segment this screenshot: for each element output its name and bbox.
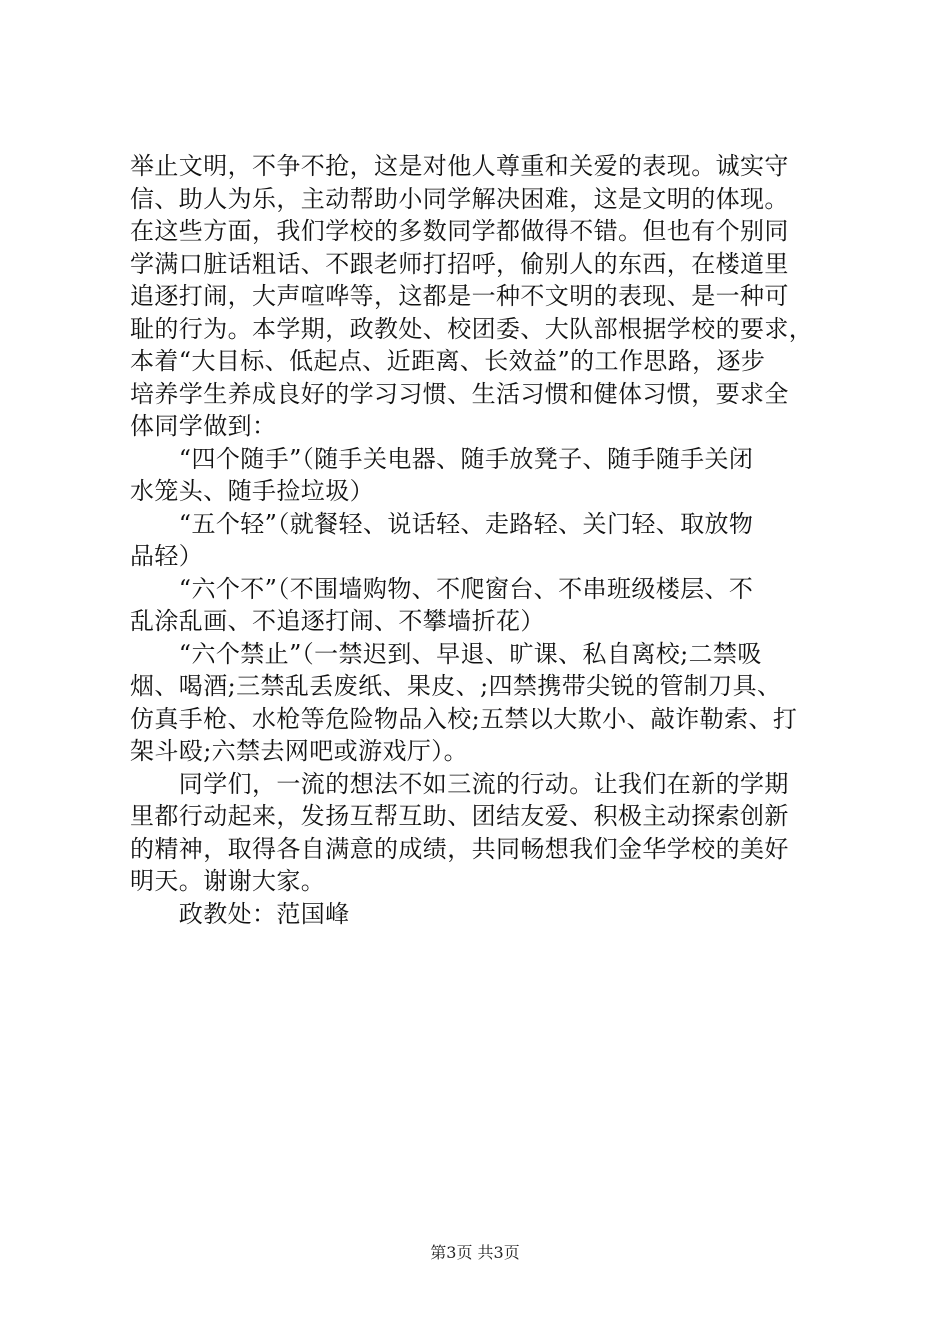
text-line: “六个不”（不围墙购物、不爬窗台、不串班级楼层、不	[130, 574, 754, 603]
page-number-footer: 第3页 共3页	[430, 1243, 520, 1262]
text-line: 品轻）	[130, 542, 204, 570]
text-line: 培养学生养成良好的学习习惯、生活习惯和健体习惯，要求全	[130, 379, 789, 408]
text-line: 体同学做到：	[130, 412, 277, 440]
text-line: 在这些方面，我们学校的多数同学都做得不错。但也有个别同	[130, 217, 789, 245]
text-line: 架斗殴;六禁去网吧或游戏厅）。	[130, 737, 469, 765]
text-line: 里都行动起来，发扬互帮互助、团结友爱、积极主动探索创新	[130, 802, 789, 830]
text-line: 的精神，取得各自满意的成绩，共同畅想我们金华学校的美好	[130, 834, 789, 863]
document-body	[130, 150, 835, 930]
text-line: 明天。谢谢大家。	[130, 867, 326, 895]
text-line: 仿真手枪、水枪等危险物品入校;五禁以大欺小、敲诈勒索、打	[130, 704, 798, 733]
text-line: “六个禁止”（一禁迟到、早退、旷课、私自离校;二禁吸	[130, 639, 762, 668]
text-line: “四个随手”（随手关电器、随手放凳子、随手随手关闭	[130, 444, 754, 473]
text-line: 烟、喝酒;三禁乱丢废纸、果皮、;四禁携带尖锐的管制刀具、	[130, 672, 782, 700]
text-line: 乱涂乱画、不追逐打闹、不攀墙折花）	[130, 607, 545, 635]
text-line: 学满口脏话粗话、不跟老师打招呼，偷别人的东西，在楼道里	[130, 249, 789, 278]
text-line: 举止文明，不争不抢，这是对他人尊重和关爱的表现。诚实守	[130, 152, 789, 180]
text-line: 信、助人为乐，主动帮助小同学解决困难，这是文明的体现。	[130, 184, 789, 213]
signature-line: 政教处：范国峰	[130, 899, 350, 928]
text-line: 水笼头、随手捡垃圾）	[130, 477, 374, 505]
text-line: 本着“大目标、低起点、近距离、长效益”的工作思路，逐步	[130, 347, 766, 375]
text-line: 耻的行为。本学期，政教处、校团委、大队部根据学校的要求，	[130, 314, 814, 343]
text-line: “五个轻”（就餐轻、说话轻、走路轻、关门轻、取放物	[130, 509, 754, 538]
text-line: 追逐打闹，大声喧哗等，这都是一种不文明的表现、是一种可	[130, 282, 789, 310]
text-line: 同学们，一流的想法不如三流的行动。让我们在新的学期	[130, 769, 789, 798]
